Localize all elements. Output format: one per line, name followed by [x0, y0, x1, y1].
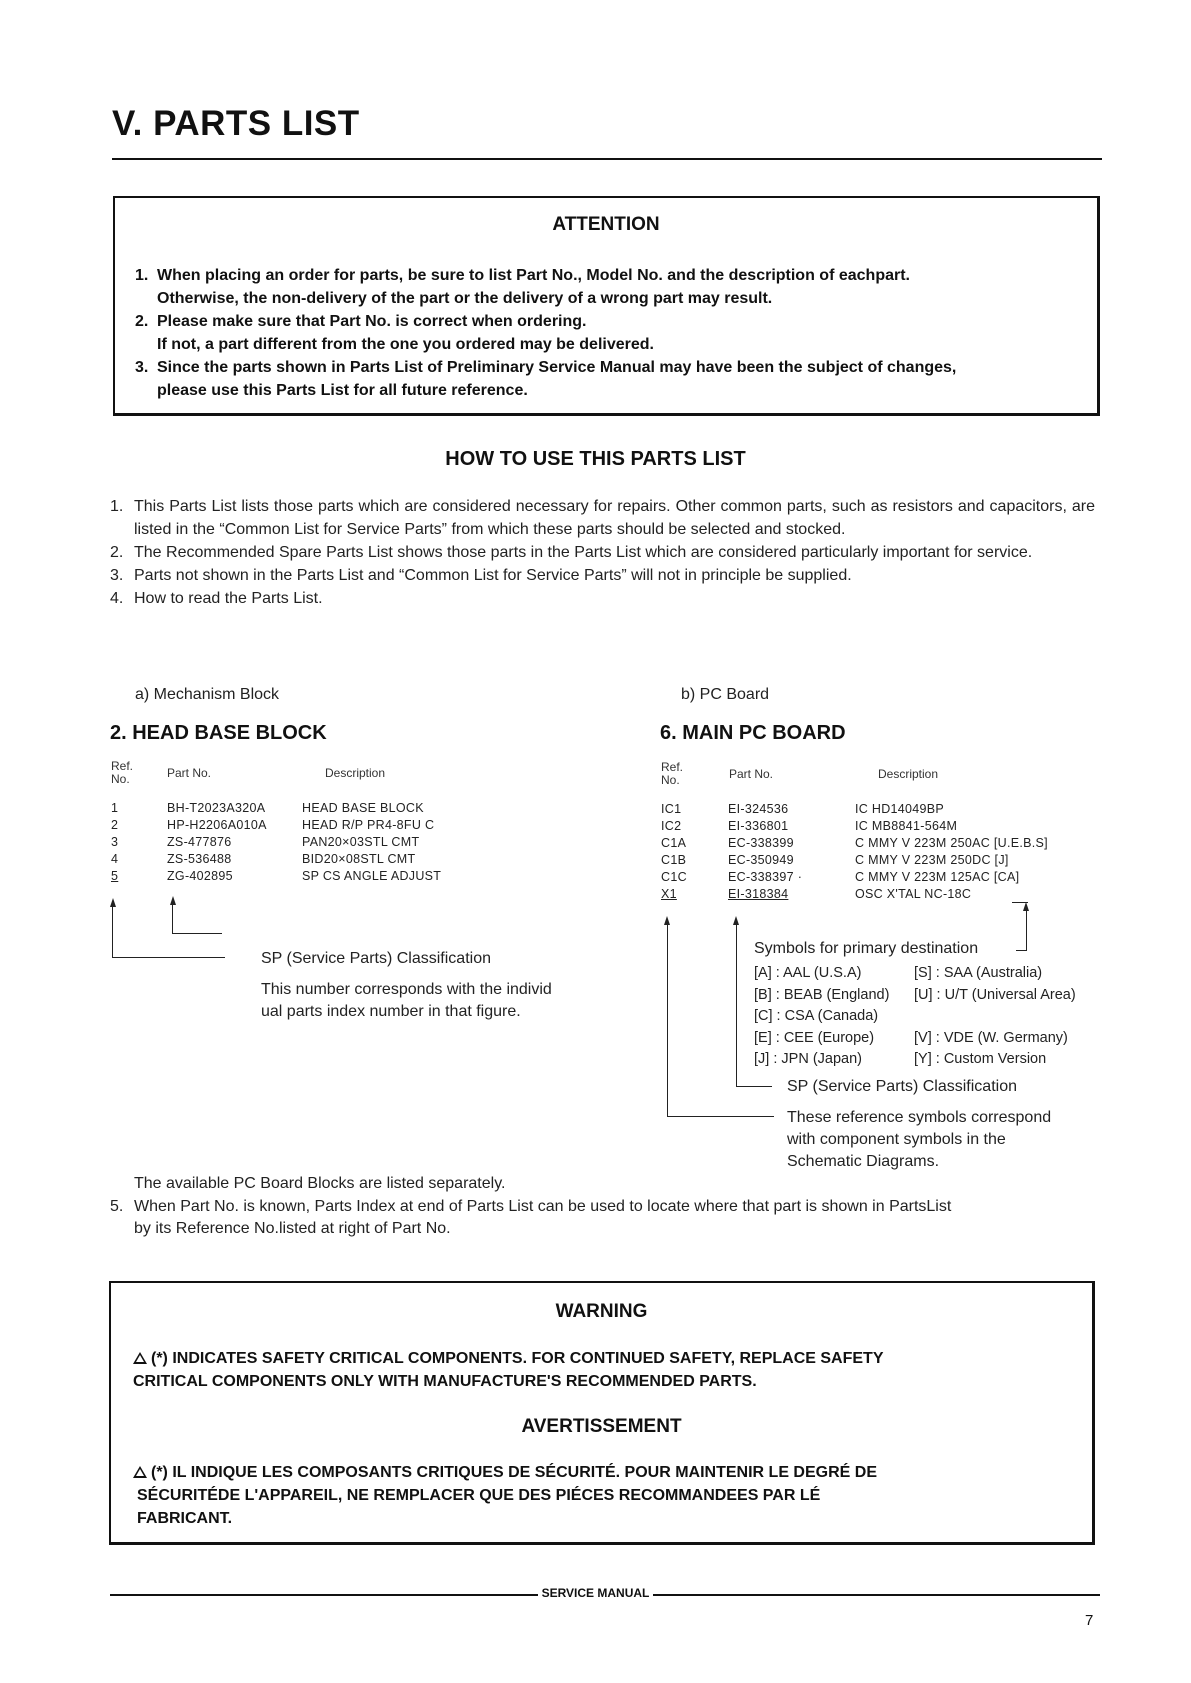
mech-col-ref: Ref. No.: [111, 759, 134, 786]
howto-list: [110, 495, 1095, 610]
table-row: 4 ZS-536488 BID20×08STL CMT: [111, 852, 416, 866]
destination-symbols: [754, 963, 1104, 1071]
howto-item-3: 3. Parts not shown in the Parts List and “Common List for Service Parts” will not in principle be supplied.: [110, 567, 852, 584]
footer-label: SERVICE MANUAL: [0, 1586, 1191, 1600]
table-row: 2 HP-H2206A010A HEAD R/P PR4-8FU C: [111, 818, 435, 832]
title-rule: [112, 158, 1102, 160]
attention-heading: ATTENTION: [552, 214, 660, 235]
list-item: [E] : CEE (Europe) [V] : VDE (W. Germany): [754, 1029, 1068, 1046]
warning-triangle-icon: [133, 1466, 147, 1478]
pcb-blocks-note: The available PC Board Blocks are listed separately.: [134, 1175, 506, 1192]
sp-pointer-line: [736, 1086, 772, 1087]
attention-item-1: 1. When placing an order for parts, be sure to list Part No., Model No. and the description of eachpart. Otherwise, the non-delivery of the part or the delivery of a wrong part may result.: [135, 267, 910, 307]
table-row: 3 ZS-477876 PAN20×03STL CMT: [111, 835, 420, 849]
list-item: [J] : JPN (Japan) [Y] : Custom Version: [754, 1051, 1047, 1067]
attention-item-2: 2. Please make sure that Part No. is correct when ordering. If not, a part different from the one you ordered may be delivered.: [135, 313, 654, 353]
pcboard-ref-note: These reference symbols correspond with component symbols in the Schematic Diagrams.: [787, 1109, 1052, 1170]
warning-heading: WARNING: [555, 1301, 648, 1322]
howto-heading: HOW TO USE THIS PARTS LIST: [445, 448, 746, 470]
attention-box: [113, 196, 1100, 416]
mechanism-sp-note: SP (Service Parts) Classification: [261, 950, 491, 967]
ref-pointer-line: [667, 1116, 774, 1117]
table-row: X1 EI-318384 OSC X'TAL NC-18C: [661, 887, 972, 901]
mechanism-index-note: This number corresponds with the individ ual parts index number in that figure.: [261, 981, 552, 1020]
avertissement-text: (*) IL INDIQUE LES COMPOSANTS CRITIQUES DE SÉCURITÉ. POUR MAINTENIR LE DEGRÉ DE SÉCURITÉDE L'APPAREIL, NE REMPLACER QUE DES PIÉCES RECOMMANDEES PAR LÉ FABRICANT.: [133, 1461, 877, 1530]
list-item: [B] : BEAB (England) [U] : U/T (Universal Area): [754, 986, 1076, 1003]
mechanism-block-title: 2. HEAD BASE BLOCK: [110, 722, 327, 744]
pcb-col-desc: Description: [878, 767, 939, 781]
howto-item-1: 1. This Parts List lists those parts which are considered necessary for repairs. Other common parts, such as resistors and capacitors, are listed in the “Common List for Service Parts” from which these parts should be selected and stocked.: [110, 498, 1095, 538]
attention-list: [135, 264, 956, 402]
howto-item-2: 2. The Recommended Spare Parts List shows those parts in the Parts List which are considered particularly important for service.: [110, 544, 1033, 561]
warning-text: (*) INDICATES SAFETY CRITICAL COMPONENTS. FOR CONTINUED SAFETY, REPLACE SAFETY CRITICAL COMPONENTS ONLY WITH MANUFACTURE'S RECOMMENDED PARTS.: [133, 1350, 884, 1390]
ref-pointer-line: [112, 957, 225, 958]
pcboard-sp-note: SP (Service Parts) Classification: [787, 1078, 1017, 1095]
table-row: 1 BH-T2023A320A HEAD BASE BLOCK: [111, 801, 424, 815]
mechanism-table: [111, 800, 511, 885]
ref-pointer-line: [112, 906, 113, 958]
list-item: [A] : AAL (U.S.A) [S] : SAA (Australia): [754, 965, 1043, 981]
sp-pointer-line: [172, 933, 222, 934]
dest-pointer-line: [1026, 910, 1027, 950]
howto-item-4: 4. How to read the Parts List.: [110, 590, 323, 607]
sp-arrow: [170, 896, 176, 905]
list-item: [C] : CSA (Canada): [754, 1008, 879, 1024]
avertissement-heading: AVERTISSEMENT: [521, 1416, 682, 1437]
pcboard-block-title: 6. MAIN PC BOARD: [660, 722, 846, 744]
page-title: V. PARTS LIST: [112, 104, 360, 143]
pcb-col-ref: Ref. No.: [661, 760, 684, 787]
table-row: IC2 EI-336801 IC MB8841-564M: [661, 819, 958, 833]
warning-triangle-icon: [133, 1352, 147, 1364]
symbols-heading: Symbols for primary destination: [754, 940, 979, 957]
pcboard-table: [661, 801, 1101, 903]
mech-col-part: Part No.: [167, 766, 212, 780]
page-number: 7: [1085, 1612, 1094, 1629]
sp-pointer-line: [172, 904, 173, 934]
howto-item-5: 5. When Part No. is known, Parts Index at end of Parts List can be used to locate where that part is shown in PartsList by its Reference No.listed at right of Part No.: [110, 1198, 952, 1237]
ref-pointer-line: [667, 924, 668, 1117]
table-row: C1B EC-350949 C MMY V 223M 250DC [J]: [661, 853, 1009, 867]
pcboard-label: b) PC Board: [681, 686, 770, 703]
sp-pointer-line: [736, 924, 737, 1086]
table-row: C1C EC-338397 · C MMY V 223M 125AC [CA]: [661, 870, 1020, 884]
table-row: 5 ZG-402895 SP CS ANGLE ADJUST: [111, 869, 442, 883]
pcb-col-part: Part No.: [729, 767, 774, 781]
warning-box: [109, 1281, 1095, 1545]
attention-item-3: 3. Since the parts shown in Parts List of Preliminary Service Manual may have been the subject of changes, please use this Parts List for all future reference.: [135, 359, 957, 399]
mechanism-label: a) Mechanism Block: [135, 686, 280, 703]
ref-arrow: [110, 898, 116, 907]
mech-col-desc: Description: [325, 766, 386, 780]
table-row: C1A EC-338399 C MMY V 223M 250AC [U.E.B.S]: [661, 836, 1048, 850]
table-row: IC1 EI-324536 IC HD14049BP: [661, 802, 945, 816]
dest-pointer-line: [1016, 950, 1027, 951]
